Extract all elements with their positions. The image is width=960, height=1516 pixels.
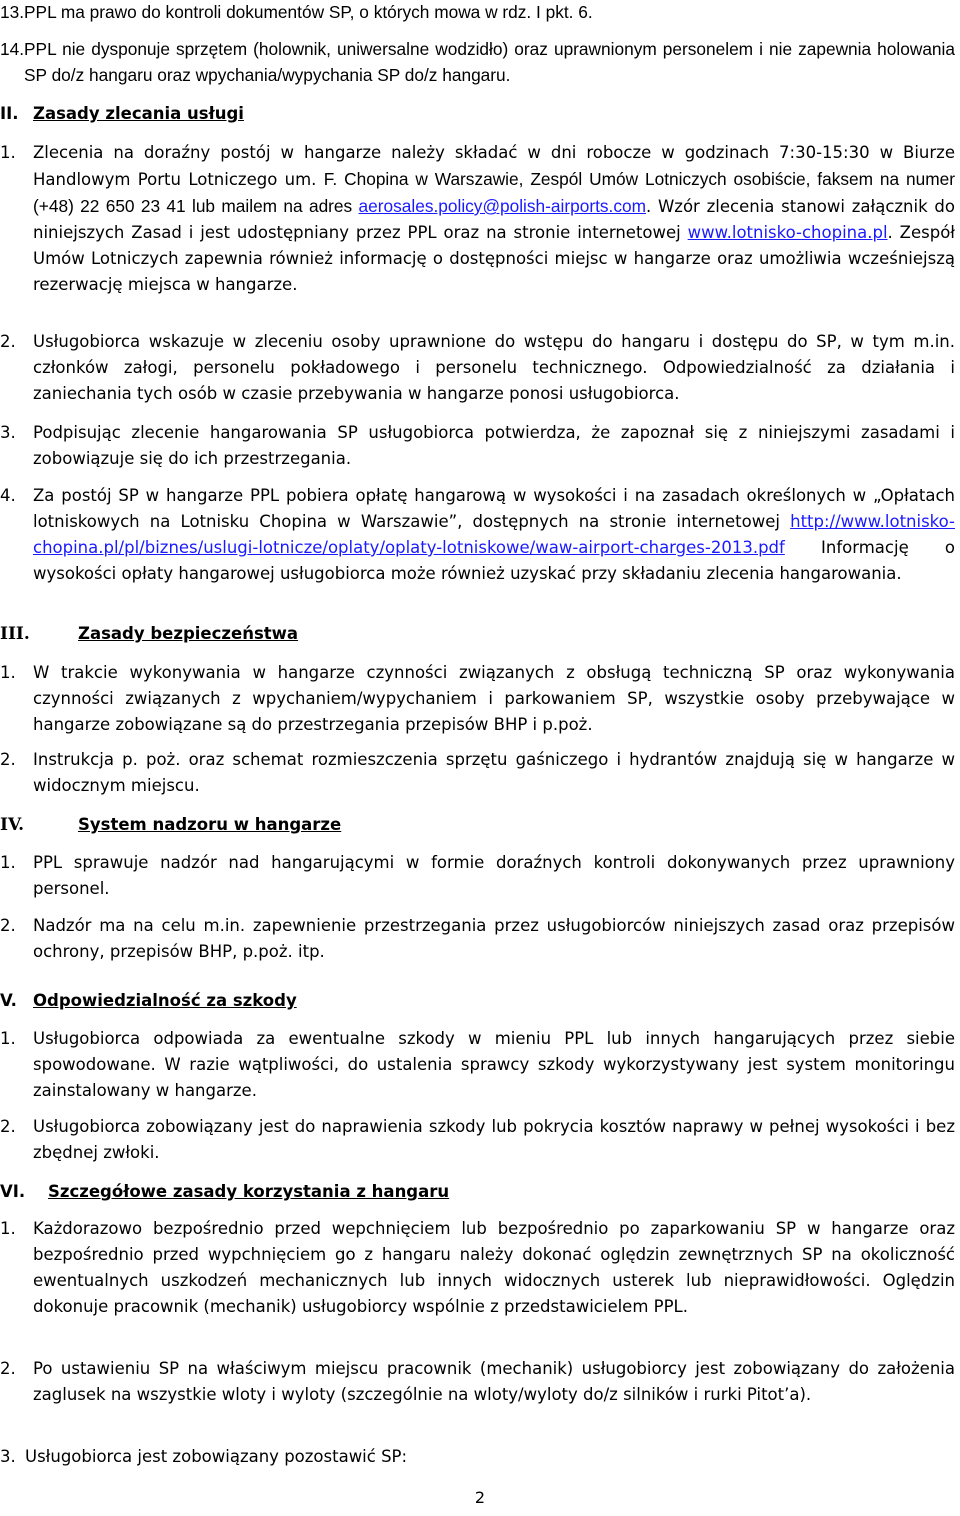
section-heading-v: [0, 988, 955, 1014]
list-item-ii-1: [0, 140, 955, 298]
item-text: W trakcie wykonywania w hangarze czynności związanych z obsługą techniczną SP oraz wykonywania czynności związanych z wpychaniem/wypychaniem i parkowaniem SP, wszystkie osoby przebywające w hangarze zobowiązane są do przestrzegania przepisów BHP i p.poż.: [33, 663, 955, 734]
item-text: PPL nie dysponuje sprzętem (holownik, uniwersalne wodzidło) oraz uprawnionym personelem i nie zapewnia holowania SP do/z hangaru oraz wpychania/wypychania SP do/z hangaru.: [24, 39, 955, 85]
section-number: V.: [0, 991, 17, 1010]
item-number: 14.: [0, 39, 25, 59]
item-text: [33, 483, 955, 587]
section-title: Szczegółowe zasady korzystania z hangaru: [48, 1182, 450, 1201]
item-text: Usługobiorca odpowiada za ewentualne szkody w mieniu PPL lub innych hangarujących przez siebie spowodowane. W razie wątpliwości, do ustalenia sprawcy szkody wykorzystywany jest system monitoringu zainstalowany w hangarze.: [33, 1029, 955, 1100]
email-link[interactable]: aerosales.policy@polish-airports.com: [358, 196, 646, 216]
item-text: PPL ma prawo do kontroli dokumentów SP, o których mowa w rdz. I pkt. 6.: [24, 2, 593, 22]
section-title: Zasady bezpieczeństwa: [78, 624, 299, 643]
item-text: Nadzór ma na celu m.in. zapewnienie przestrzegania przez usługobiorców niniejszych zasad oraz przepisów ochrony, przepisów BHP, p.poż. itp.: [33, 916, 955, 961]
section-title: Odpowiedzialność za szkody: [33, 991, 297, 1010]
text-run: F. Chopina w Warszawie, Zespól Umów Lotniczych osobiście, faksem na numer (+48) 22 650 23 41 lub mailem na adres: [33, 169, 955, 216]
item-text: Podpisując zlecenie hangarowania SP usługobiorca potwierdza, że zapoznał się z niniejszymi zasadami i zobowiązuje się do ich przestrzegania.: [33, 423, 955, 468]
item-number: 13.: [0, 2, 25, 22]
section-number: II.: [0, 104, 19, 123]
text-run: Informację o wysokości opłaty hangarowej usługobiorca może również uzyskać przy składaniu zlecenia hangarowania.: [33, 538, 955, 583]
list-item-ii-4: [0, 483, 955, 587]
item-number: 1.: [0, 1029, 16, 1048]
section-heading-vi: [0, 1179, 955, 1205]
fees-document-link[interactable]: http://www.lotnisko-chopina.pl/pl/biznes/uslugi-lotnicze/oplaty/oplaty-lotniskowe/waw-airport-charges-2013.pdf: [33, 512, 955, 557]
item-number: 2.: [0, 1359, 16, 1378]
section-heading-iii: [0, 621, 955, 647]
section-heading-ii: [0, 101, 955, 127]
item-text: Po ustawieniu SP na właściwym miejscu pracownik (mechanik) usługobiorcy jest zobowiązany do założenia zaglusek na wszystkie wloty i wyloty (szczególnie na wloty/wyloty do/z silników i rurki Pitot’a).: [33, 1359, 955, 1404]
section-number: III.: [0, 624, 30, 644]
item-text: Usługobiorca jest zobowiązany pozostawić SP:: [25, 1447, 408, 1466]
list-item-v-2: [0, 1114, 955, 1166]
item-number: 1.: [0, 143, 16, 162]
list-item-vi-3: [0, 1444, 955, 1470]
list-item-v-1: [0, 1026, 955, 1104]
item-number: 1.: [0, 1219, 16, 1238]
item-text: PPL sprawuje nadzór nad hangarującymi w formie doraźnych kontroli dokonywanych przez uprawniony personel.: [33, 853, 955, 898]
list-item-13: [0, 0, 955, 25]
item-number: 2.: [0, 916, 16, 935]
list-item-vi-2: [0, 1356, 955, 1408]
text-run: Za postój SP w hangarze PPL pobiera opłatę hangarową w wysokości i na zasadach określonych w „Opłatach lotniskowych na Lotnisku Chopina w Warszawie”, dostępnych na stronie internetowej: [33, 486, 955, 531]
section-number: IV.: [0, 815, 25, 835]
item-number: 1.: [0, 853, 16, 872]
section-number: VI.: [0, 1182, 26, 1201]
item-number: 1.: [0, 663, 16, 682]
page-number: 2: [474, 1488, 486, 1507]
item-number: 3.: [0, 423, 16, 442]
item-number: 3.: [0, 1447, 16, 1466]
list-item-iv-2: [0, 913, 955, 965]
item-text: Usługobiorca zobowiązany jest do naprawienia szkody lub pokrycia kosztów naprawy w pełnej wysokości i bez zbędnej zwłoki.: [33, 1117, 955, 1162]
list-item-ii-2: [0, 329, 955, 407]
section-title: Zasady zlecania usługi: [33, 104, 244, 123]
list-item-iii-2: [0, 747, 955, 799]
section-heading-iv: [0, 812, 955, 838]
item-text: Instrukcja p. poż. oraz schemat rozmieszczenia sprzętu gaśniczego i hydrantów znajdują się w hangarze w widocznym miejscu.: [33, 750, 955, 795]
item-number: 4.: [0, 486, 16, 505]
list-item-ii-3: [0, 420, 955, 472]
item-text: [33, 140, 955, 298]
list-item-vi-1: [0, 1216, 955, 1320]
list-item-iv-1: [0, 850, 955, 902]
text-run: . Zespół Umów Lotniczych zapewnia również informację o dostępności miejsc w hangarze oraz umożliwia wcześniejszą rezerwację miejsca w hangarze.: [33, 223, 955, 294]
text-run: Zlecenia na doraźny postój w hangarze należy składać w dni robocze w godzinach 7:30-15:30 w Biurze Handlowym Portu Lotniczego um.: [33, 143, 955, 189]
section-title: System nadzoru w hangarze: [78, 815, 342, 834]
item-text: Usługobiorca wskazuje w zleceniu osoby uprawnione do wstępu do hangaru i dostępu do SP, w tym m.in. członków załogi, personelu pokładowego i personelu technicznego. Odpowiedzialność za działania i zaniechania tych osób w czasie przebywania w hangarze ponosi usługobiorca.: [33, 332, 955, 403]
item-number: 2.: [0, 1117, 16, 1136]
list-item-14: [0, 36, 955, 88]
list-item-iii-1: [0, 660, 955, 738]
item-text: Każdorazowo bezpośrednio przed wepchnięciem lub bezpośrednio po zaparkowaniu SP w hangarze oraz bezpośrednio przed wypchnięciem go z hangaru należy dokonać oględzin zewnętrznych SP na okoliczność ewentualnych uszkodzeń mechanicznych lub innych widocznych usterek lub nieprawidłowości. Oględzin dokonuje pracownik (mechanik) usługobiorcy wspólnie z przedstawicielem PPL.: [33, 1219, 955, 1316]
item-number: 2.: [0, 332, 16, 351]
website-link[interactable]: www.lotnisko-chopina.pl: [687, 223, 888, 242]
item-number: 2.: [0, 750, 16, 769]
text-run: . Wzór zlecenia stanowi załącznik do niniejszych Zasad i jest udostępniany przez PPL oraz na stronie internetowej: [33, 197, 955, 242]
